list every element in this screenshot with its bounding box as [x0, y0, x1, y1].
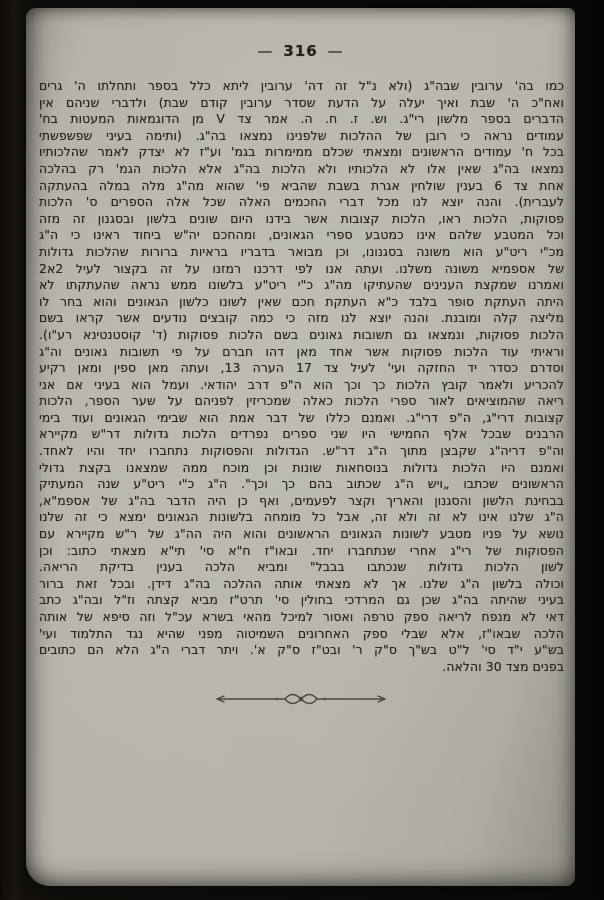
text-line: הראשונים שכתבו „ויש ה"ג שכתוב בהם כך וכך". ה"ג כ"י ריט"ע שנה המעתיק — [39, 476, 564, 492]
text-line: היתה העתקת סופר בלבד כ"א העתקת חכם שאין לשונו כלשון הגאונים והוא בחר לו — [39, 293, 564, 309]
text-line: וראיתי עוד הלכות פסוקות אשר אחד מאן דהו חברם על פי תשובות גאונים וה"ג — [39, 343, 564, 359]
text-line: בכל ח' עמודים הראשונים ומצאתי שכלם ממימרות בגמ' וע"ז לא יצדק לאמר שהלכותיו — [39, 144, 564, 160]
text-line: וה"פ דריה"ג שקבצן מתוך ה"ג דר"ש. הגדולות והפסוקות נתחברו יחד והיו לאחד. — [39, 443, 564, 459]
header-dash-right: — — [327, 42, 344, 60]
text-line: הרבנים שבכל אלף החמישי היו שני ספרים נפרדים הלכות גדולות דר"ש מקיירא — [39, 426, 564, 442]
text-line: אחת צד 6 בענין שולחין אגרת בשבת שהביא פי' שהוא מה"ג מלה במלה בהעתקה — [39, 177, 564, 193]
text-line: הדברים בספר מלשון רי"ג. וש. ז. ח. ה. אמר צד V מן הדוגמאות המעטות בח' — [39, 111, 564, 127]
text-line: וכולה בלשון ה"ג שלנו. אך לא מצאתי אותה ההלכה בה"ג דידן. ובכל זאת ברור — [39, 575, 564, 591]
book-page — [26, 8, 575, 886]
text-line: ה"ג שלנו אינו לא זה ולא זה, אבל כל מומחה בלשונות הגאונים ימצא כי זה שלנו — [39, 509, 564, 525]
text-line: מכ"י ריט"ע הוא משונה בסגנונו, וכן מבואר בדבריו בראיות ברורות שהלכות גדולות — [39, 243, 564, 259]
text-line: לשון הלכות גדולות שנכתבו בבבל" ומביא הלכה בענין בדיקת הריאה. — [39, 559, 564, 575]
text-line: הלכה שבאו"ז, אלא שבלי ספק האחרונים השמיטוה מפני שהיא נגד התלמוד ועי' — [39, 625, 564, 641]
flourish-divider-icon — [211, 691, 391, 707]
text-line: בש"ע י"ד סי' ל"ט בש"ך ס"ק ר' ובט"ז ס"ק א'. ויתר דברי ה"ג הלא הם כתובים — [39, 642, 564, 658]
text-line: וסדרם כסדר יד החזקה ועי' לעיל צד 17 הערה 13, ועתה מאן ספין ומאן רקיע — [39, 360, 564, 376]
text-line: של אספמיא משונה משלנו. ועתה אנו לפי דרכנו רמזנו על זה בקצור לעיל 2א2 — [39, 260, 564, 276]
text-line: נושא על פניו מטבע לשונות הגאונים הראשונים והוא היה הה"ג של ר"ש מקיירא עם — [39, 526, 564, 542]
text-line: עמודים נראה כי רובן של ההלכות שלפנינו נמצאו בה"ג. (ותימה בעיני שפשפשתי — [39, 127, 564, 143]
text-line: מליצה קלה ומובנת. והנה יוצא לנו מזה כי כמה קובצים נודעים אשר קראו בשם — [39, 310, 564, 326]
text-line: נמצאו בה"ג שאין אלו לא הלכותיו ולא הלכות בה"ג אלא הלכות הגמ' רק בהלכה — [39, 160, 564, 176]
header-dash-left: — — [257, 42, 274, 60]
ornament-row — [26, 691, 575, 711]
text-line: דאי לא מנפח לריאה ספק טרפה ואסור למיכל מהאי בשרא עכ"ל וזה סיפא של אותה — [39, 609, 564, 624]
page-number: 316 — [283, 42, 318, 60]
text-line: בבחינת הלשון והסגנון והאריך וקצר לפעמים, ואף כן היה הדבר בה"ג של אספמ"א, — [39, 492, 564, 508]
text-line: וכל המטבע שלהם אינו כמטבע ספרי הגאונים, ומהחכם יה"ש ביחוד ראינו כי ה"ג — [39, 227, 564, 243]
text-line: כמו בה' ערובין שבה"ג (ולא נ"ל זה דה' ערובין ליתא כלל בספר ותחלתו ה' גרים — [39, 78, 564, 93]
text-line: פסוקות, הלכות ראו, הלכות קצובות אשר בידנו היום שונים בלשון ובסגנון זה מזה — [39, 210, 564, 226]
text-line: ואמנם היו הלכות גדולות בנוסחאות שונות וכן מוכח ממה שמצאנו בקצת גדולי — [39, 459, 564, 475]
text-line: בפנים מצד 30 והלאה. — [442, 658, 564, 674]
text-line: בעיני שהיתה בה"ג שכן גם המרדכי בחולין סי' תרט"ז מביא קצתה וז"ל ובה"ג כתב — [39, 592, 564, 608]
text-line: הלכות פסוקות, ונמצאו גם תשובות גאונים בשם הלכות פסוקות (ד' קוסטנטינא רע"ו). — [39, 326, 564, 342]
text-line: להכריע ולאמר קובץ הלכות כך וכך הוא ה"פ דרב יהודאי. ועמל הוא בעיני אם אני — [39, 376, 564, 392]
text-line: ואמרנו שמקצת הענינים שהעתיקו מה"ג כ"י ריט"ע בלשונו ממש נראה שהעתקתו לא — [39, 277, 564, 293]
page-header — [26, 42, 575, 60]
text-line: ואח"כ ה' שבת ואיך יעלה על הדעת שסדר ערובין קודם שבת) ולדברי שניהם אין — [39, 94, 564, 110]
text-line: הפסוקות של רי"ג אחרי שנתחברו יחד. ובאו"ז ח"א סי' תי"א מצאתי כתוב: וכן — [39, 542, 564, 558]
text-line: ריאה שהמוציאים לאור ספרי הלכות כאלה שמכריזין לפניהם על שער הספר, הלכות — [39, 393, 564, 409]
text-line: לעברית). והנה יוצא לנו מכל דברי החכמים האלה שכל אלה הספרים ס' הלכות — [39, 194, 564, 210]
text-line: קצובות דרי"ג, ה"פ דרי"ג. ואמנם כללו של דבר אמת הוא שבימי הגאונים ועוד בימי — [39, 409, 564, 425]
body-text — [39, 78, 564, 675]
